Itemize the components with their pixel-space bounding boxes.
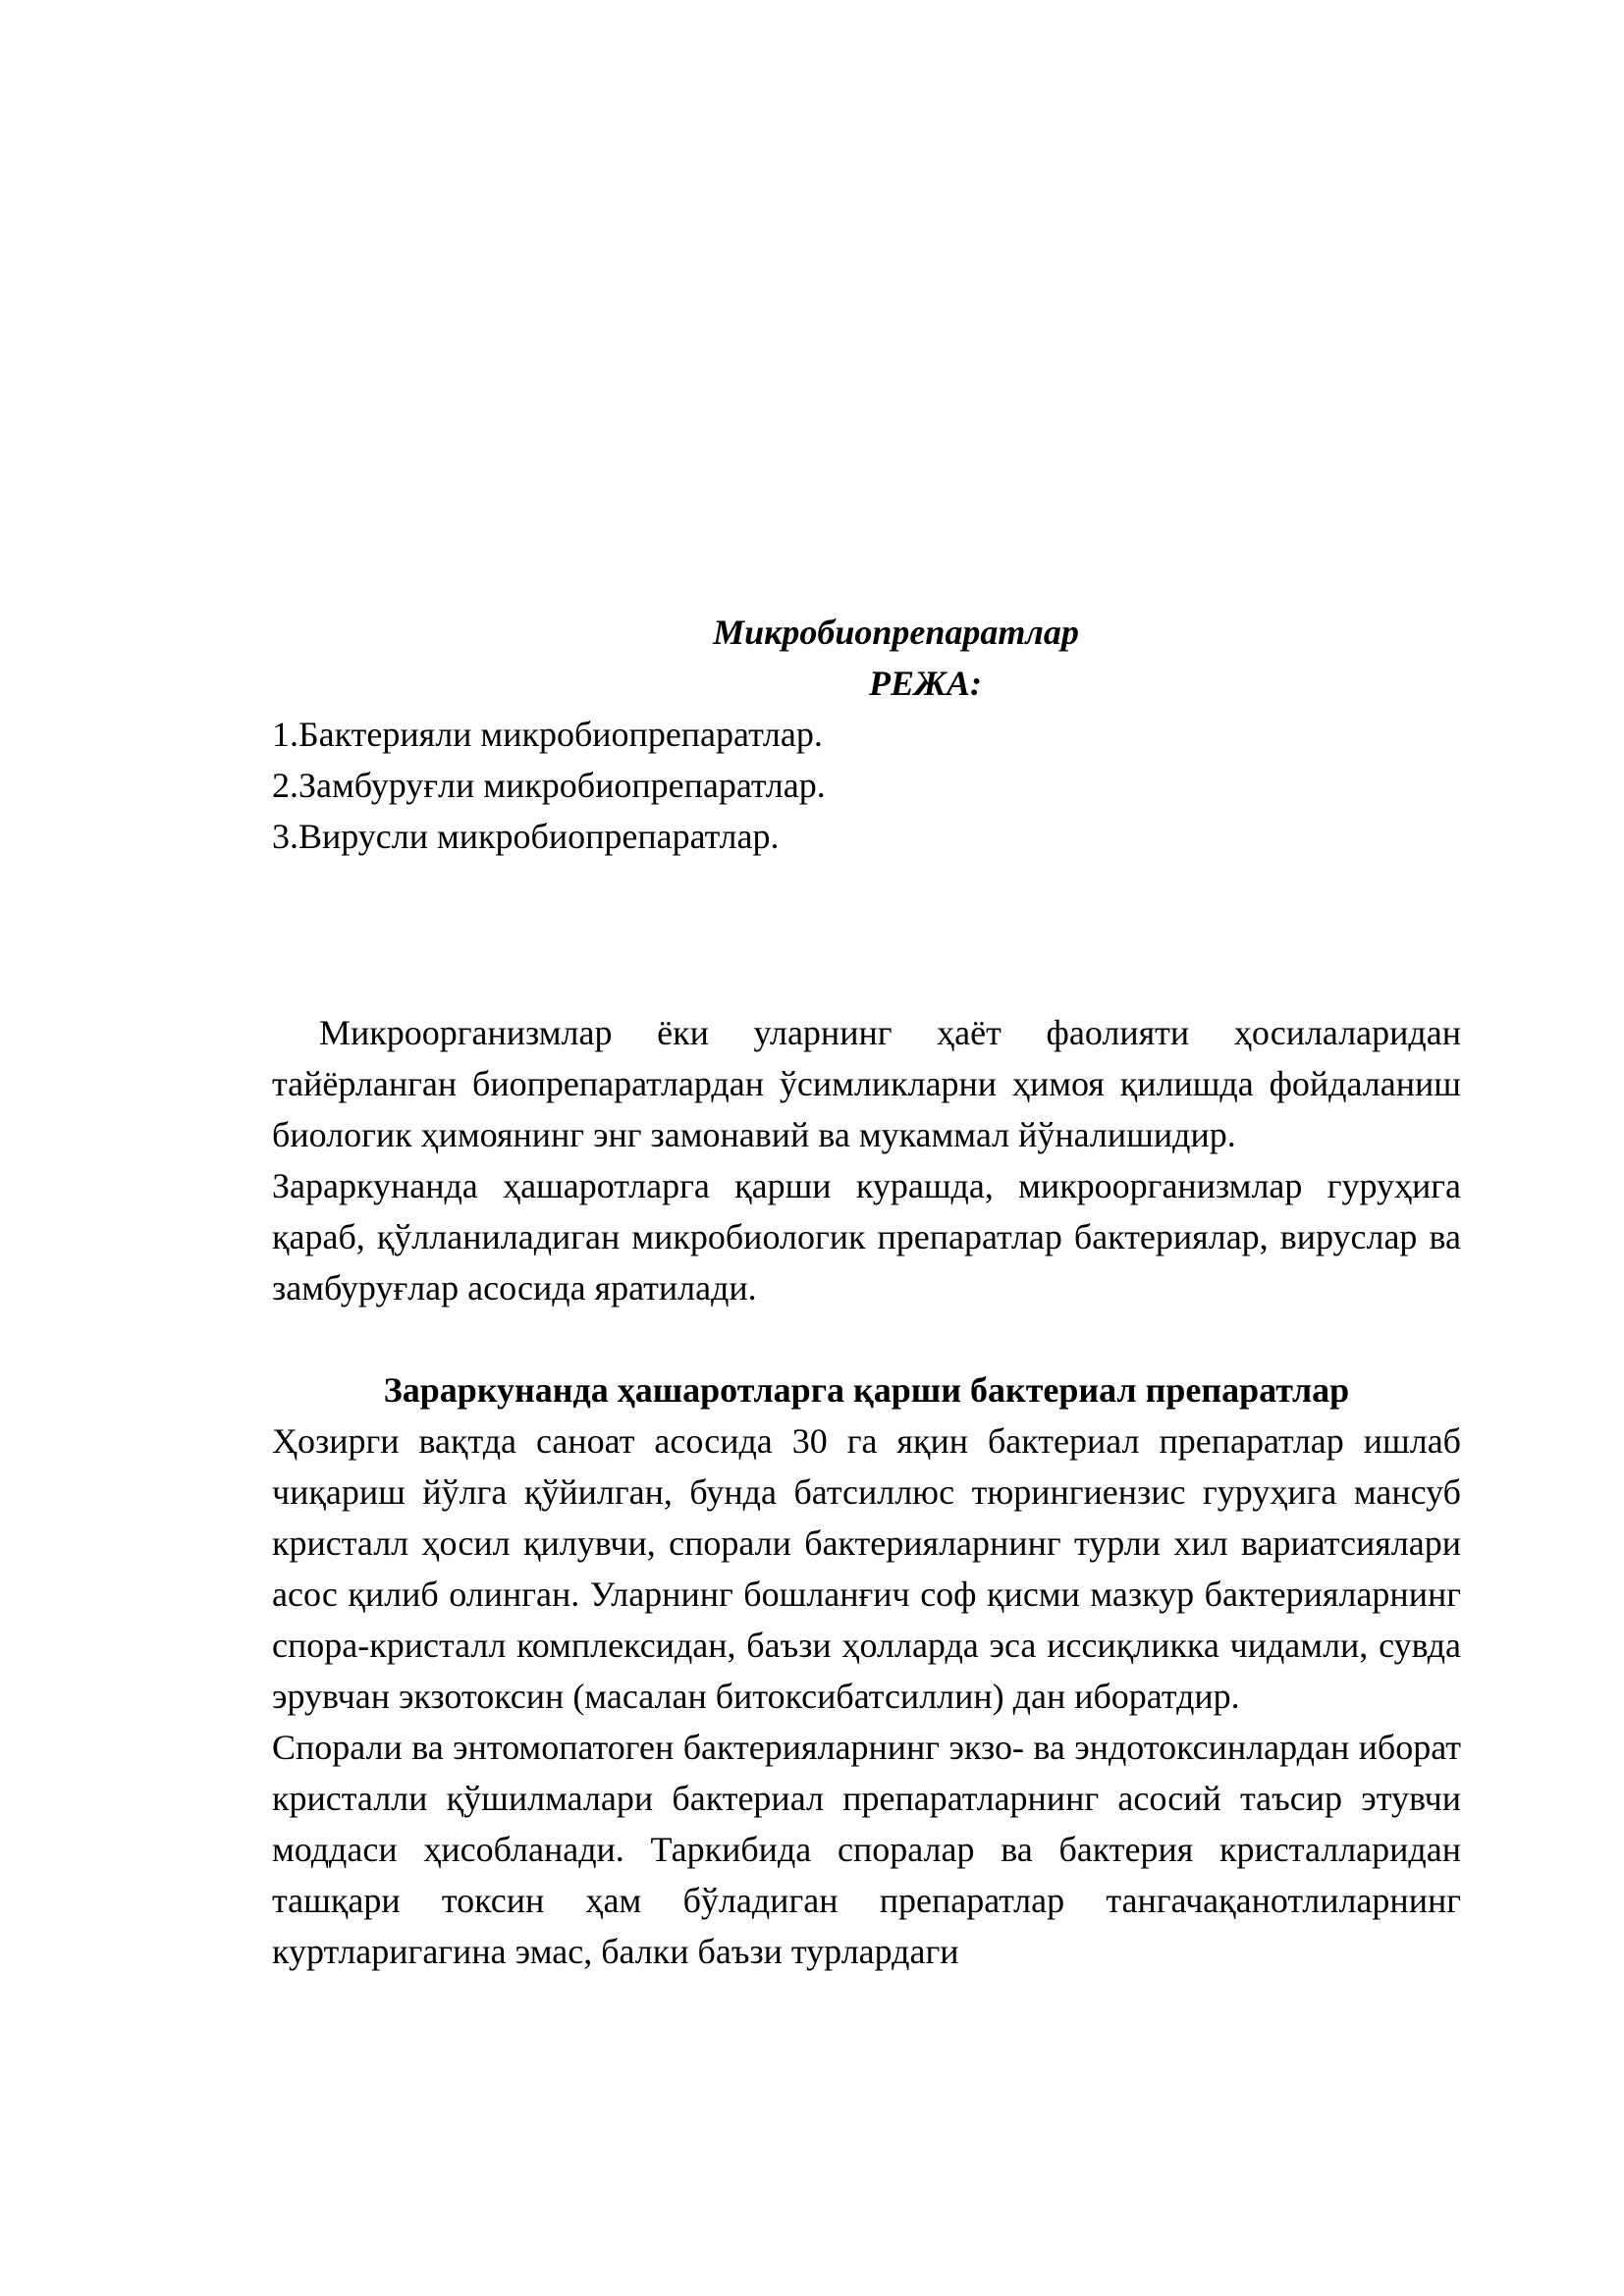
plan-item: 3.Вирусли микробиопрепаратлар. bbox=[272, 817, 780, 856]
plan-item: 2.Замбуруғли микробиопрепаратлар. bbox=[272, 766, 826, 805]
intro-paragraph: Зараркунанда ҳашаротларга қарши курашда, микроорганизмлар гуруҳига қараб, қўлланиладиган микробиологик препаратлар бактериялар, вируслар ва замбуруғлар асосида яратилади. bbox=[272, 1166, 1461, 1308]
section-paragraph: Ҳозирги вақтда саноат асосида 30 га яқин бактериал препаратлар ишлаб чиқариш йўлга қўйилган, бунда батсиллюс тюрингиензис гуруҳига мансуб кристалл ҳосил қилувчи, спорали бактерияларнинг турли хил вариатсиялари асос қилиб олинган. Уларнинг бошланғич соф қисми мазкур бактерияларнинг спора-кристалл комплексидан, баъзи ҳолларда эса иссиқликка чидамли, сувда эрувчан экзотоксин (масалан битоксибатсиллин) дан иборатдир. bbox=[272, 1421, 1461, 1716]
section-heading: Зараркунанда ҳашаротларга қарши бактериал препаратлар bbox=[383, 1370, 1350, 1410]
spacer bbox=[272, 1313, 1461, 1364]
plan-heading: РЕЖА: bbox=[868, 664, 983, 703]
spacer bbox=[272, 862, 1461, 1007]
intro-paragraph: Микроорганизмлар ёки уларнинг ҳаёт фаолияти ҳосилаларидан тайёрланган биопрепаратлардан ўсимликларни ҳимоя қилишда фойдаланиш биологик ҳимоянинг энг замонавий ва мукаммал йўналишидир. bbox=[272, 1013, 1461, 1154]
document-title: Микробиопрепаратлар bbox=[713, 613, 1079, 652]
section-paragraph: Спорали ва энтомопатоген бактерияларнинг экзо- ва эндотоксинлардан иборат кристалли қўшилмалари бактериал препаратларнинг асосий таъсир этувчи моддаси ҳисобланади. Таркибида споралар ва бактерия кристалларидан ташқари токсин ҳам бўладиган препаратлар тангачақанотлиларнинг куртларигагина эмас, балки баъзи турлардаги bbox=[272, 1728, 1461, 1971]
plan-item: 1.Бактерияли микробиопрепаратлар. bbox=[272, 715, 823, 754]
document-body bbox=[272, 607, 1461, 1977]
plan-list bbox=[272, 709, 1461, 862]
